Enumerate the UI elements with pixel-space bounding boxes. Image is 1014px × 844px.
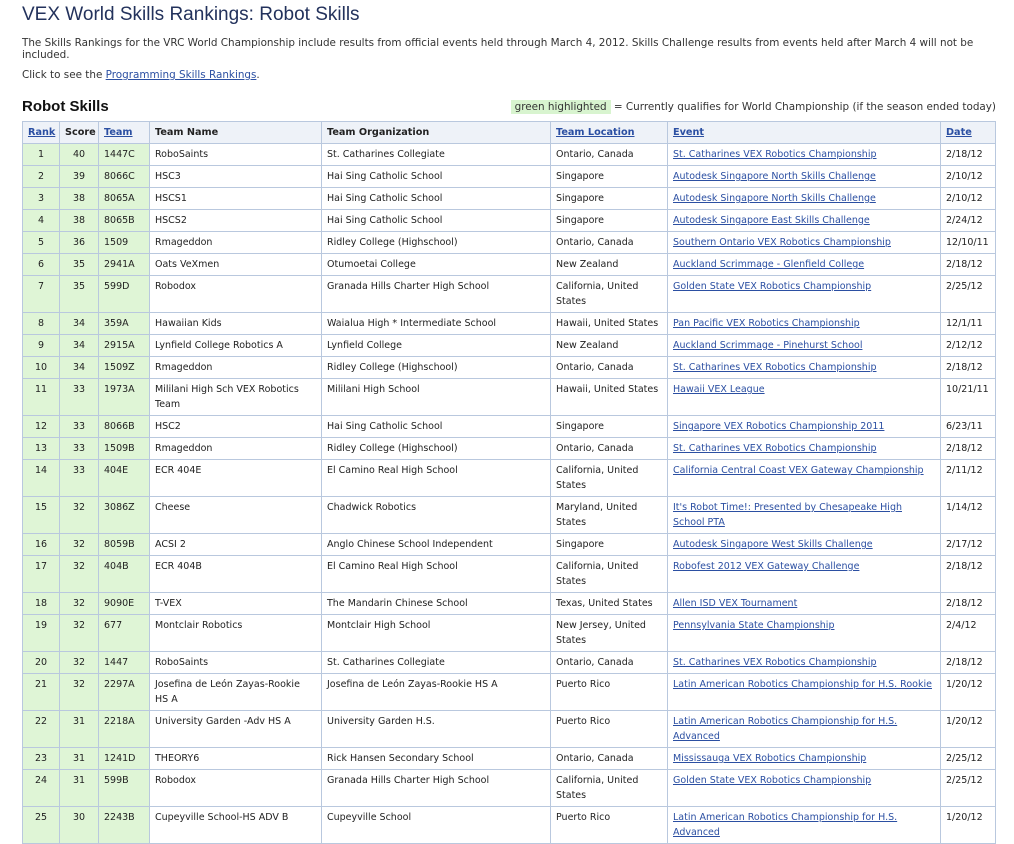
rank-cell: 1 [23, 144, 60, 166]
score-cell: 39 [60, 166, 99, 188]
event-cell [668, 593, 941, 615]
team-name-cell: RoboSaints [150, 652, 322, 674]
event-cell [668, 460, 941, 497]
event-link[interactable]: Singapore VEX Robotics Championship 2011 [673, 421, 885, 432]
date-cell: 1/20/12 [941, 674, 996, 711]
score-cell: 38 [60, 188, 99, 210]
team-name-cell: HSCS2 [150, 210, 322, 232]
team-cell: 8066B [99, 416, 150, 438]
event-cell [668, 615, 941, 652]
event-link[interactable]: Pan Pacific VEX Robotics Championship [673, 318, 860, 329]
team-org-cell: El Camino Real High School [322, 556, 551, 593]
event-cell [668, 807, 941, 844]
table-row [23, 652, 996, 674]
team-name-cell: HSC2 [150, 416, 322, 438]
team-org-cell: Anglo Chinese School Independent [322, 534, 551, 556]
table-row [23, 438, 996, 460]
col-team-location-header[interactable]: Team Location [551, 122, 668, 144]
score-cell: 32 [60, 556, 99, 593]
team-org-cell: The Mandarin Chinese School [322, 593, 551, 615]
date-cell: 2/25/12 [941, 748, 996, 770]
event-cell [668, 335, 941, 357]
team-location-cell: Ontario, Canada [551, 748, 668, 770]
team-name-cell: University Garden -Adv HS A [150, 711, 322, 748]
event-cell [668, 497, 941, 534]
score-cell: 34 [60, 313, 99, 335]
team-location-cell: Ontario, Canada [551, 232, 668, 254]
event-link[interactable]: Autodesk Singapore North Skills Challenge [673, 171, 876, 182]
date-cell: 2/18/12 [941, 556, 996, 593]
table-row [23, 460, 996, 497]
col-team-header[interactable]: Team [99, 122, 150, 144]
score-cell: 32 [60, 615, 99, 652]
score-cell: 38 [60, 210, 99, 232]
team-org-cell: Hai Sing Catholic School [322, 210, 551, 232]
table-row [23, 748, 996, 770]
table-row [23, 166, 996, 188]
col-score-header: Score [60, 122, 99, 144]
event-link[interactable]: California Central Coast VEX Gateway Championship [673, 465, 924, 476]
date-cell: 2/18/12 [941, 652, 996, 674]
team-location-cell: Ontario, Canada [551, 438, 668, 460]
team-org-cell: Hai Sing Catholic School [322, 188, 551, 210]
table-row [23, 556, 996, 593]
team-name-cell: Rmageddon [150, 232, 322, 254]
score-cell: 32 [60, 497, 99, 534]
event-link[interactable]: Autodesk Singapore North Skills Challenge [673, 193, 876, 204]
team-org-cell: Josefina de León Zayas-Rookie HS A [322, 674, 551, 711]
team-name-cell: Josefina de León Zayas-Rookie HS A [150, 674, 322, 711]
date-cell: 2/18/12 [941, 593, 996, 615]
team-cell: 599D [99, 276, 150, 313]
event-cell [668, 166, 941, 188]
team-cell: 8065A [99, 188, 150, 210]
team-location-cell: Singapore [551, 188, 668, 210]
team-name-cell: Cupeyville School-HS ADV B [150, 807, 322, 844]
team-name-cell: Oats VeXmen [150, 254, 322, 276]
event-link[interactable]: Autodesk Singapore East Skills Challenge [673, 215, 870, 226]
event-link[interactable]: St. Catharines VEX Robotics Championship [673, 657, 877, 668]
team-name-cell: Lynfield College Robotics A [150, 335, 322, 357]
event-cell [668, 711, 941, 748]
team-org-cell: Lynfield College [322, 335, 551, 357]
rank-cell: 3 [23, 188, 60, 210]
team-org-cell: Cupeyville School [322, 807, 551, 844]
event-cell [668, 674, 941, 711]
date-cell: 2/12/12 [941, 335, 996, 357]
table-row [23, 357, 996, 379]
rank-cell: 7 [23, 276, 60, 313]
date-cell: 2/18/12 [941, 357, 996, 379]
rank-cell: 4 [23, 210, 60, 232]
event-link[interactable]: Hawaii VEX League [673, 384, 765, 395]
col-date-header[interactable]: Date [941, 122, 996, 144]
rank-cell: 22 [23, 711, 60, 748]
event-cell [668, 144, 941, 166]
team-location-cell: New Jersey, United States [551, 615, 668, 652]
team-cell: 9090E [99, 593, 150, 615]
team-cell: 1509B [99, 438, 150, 460]
team-location-cell: Ontario, Canada [551, 652, 668, 674]
team-location-cell: Singapore [551, 166, 668, 188]
date-cell: 2/18/12 [941, 438, 996, 460]
team-cell: 599B [99, 770, 150, 807]
event-link[interactable]: St. Catharines VEX Robotics Championship [673, 362, 877, 373]
event-link[interactable]: Auckland Scrimmage - Glenfield College [673, 259, 865, 270]
team-org-cell: Rick Hansen Secondary School [322, 748, 551, 770]
team-location-cell: Singapore [551, 534, 668, 556]
event-link[interactable]: St. Catharines VEX Robotics Championship [673, 149, 877, 160]
score-cell: 35 [60, 276, 99, 313]
rank-cell: 2 [23, 166, 60, 188]
rank-cell: 6 [23, 254, 60, 276]
date-cell: 12/10/11 [941, 232, 996, 254]
score-cell: 33 [60, 460, 99, 497]
date-cell: 2/11/12 [941, 460, 996, 497]
table-header-row [23, 122, 996, 144]
date-cell: 2/24/12 [941, 210, 996, 232]
score-cell: 31 [60, 711, 99, 748]
team-cell: 2297A [99, 674, 150, 711]
event-cell [668, 534, 941, 556]
event-cell [668, 438, 941, 460]
score-cell: 35 [60, 254, 99, 276]
score-cell: 32 [60, 534, 99, 556]
event-link[interactable]: Robofest 2012 VEX Gateway Challenge [673, 561, 860, 572]
rank-cell: 18 [23, 593, 60, 615]
date-cell: 1/14/12 [941, 497, 996, 534]
col-rank-header[interactable]: Rank [23, 122, 60, 144]
legend [511, 101, 996, 113]
team-org-cell: St. Catharines Collegiate [322, 144, 551, 166]
team-cell: 8066C [99, 166, 150, 188]
score-cell: 33 [60, 379, 99, 416]
team-cell: 2218A [99, 711, 150, 748]
team-cell: 3086Z [99, 497, 150, 534]
event-cell [668, 232, 941, 254]
team-cell: 1447 [99, 652, 150, 674]
rank-cell: 5 [23, 232, 60, 254]
date-cell: 6/23/11 [941, 416, 996, 438]
team-org-cell: Ridley College (Highschool) [322, 232, 551, 254]
table-row [23, 770, 996, 807]
date-cell: 10/21/11 [941, 379, 996, 416]
rank-cell: 9 [23, 335, 60, 357]
rank-cell: 20 [23, 652, 60, 674]
team-org-cell: Granada Hills Charter High School [322, 770, 551, 807]
score-cell: 40 [60, 144, 99, 166]
rank-cell: 14 [23, 460, 60, 497]
team-org-cell: Chadwick Robotics [322, 497, 551, 534]
team-location-cell: California, United States [551, 556, 668, 593]
team-name-cell: Mililani High Sch VEX Robotics Team [150, 379, 322, 416]
date-cell: 2/17/12 [941, 534, 996, 556]
team-name-cell: Robodox [150, 276, 322, 313]
rank-cell: 11 [23, 379, 60, 416]
col-team-name-header: Team Name [150, 122, 322, 144]
table-row [23, 807, 996, 844]
date-cell: 2/18/12 [941, 144, 996, 166]
event-link[interactable]: Autodesk Singapore West Skills Challenge [673, 539, 873, 550]
team-cell: 1973A [99, 379, 150, 416]
event-link[interactable]: Allen ISD VEX Tournament [673, 598, 798, 609]
date-cell: 2/4/12 [941, 615, 996, 652]
team-name-cell: RoboSaints [150, 144, 322, 166]
date-cell: 2/18/12 [941, 254, 996, 276]
team-org-cell: Granada Hills Charter High School [322, 276, 551, 313]
rank-cell: 13 [23, 438, 60, 460]
event-cell [668, 357, 941, 379]
event-link[interactable]: Latin American Robotics Championship for H.S. Rookie [673, 679, 932, 690]
team-location-cell: New Zealand [551, 335, 668, 357]
table-row [23, 276, 996, 313]
date-cell: 2/10/12 [941, 166, 996, 188]
rank-cell: 25 [23, 807, 60, 844]
team-name-cell: HSCS1 [150, 188, 322, 210]
team-org-cell: Ridley College (Highschool) [322, 438, 551, 460]
team-org-cell: Hai Sing Catholic School [322, 166, 551, 188]
team-org-cell: Hai Sing Catholic School [322, 416, 551, 438]
table-row [23, 144, 996, 166]
event-cell [668, 276, 941, 313]
event-link[interactable]: Latin American Robotics Championship for H.S. Advanced [673, 812, 898, 838]
team-location-cell: Hawaii, United States [551, 379, 668, 416]
date-cell: 1/20/12 [941, 711, 996, 748]
team-org-cell: Ridley College (Highschool) [322, 357, 551, 379]
team-org-cell: Montclair High School [322, 615, 551, 652]
event-link[interactable]: It's Robot Time!: Presented by Chesapeake High School PTA [673, 502, 902, 528]
score-cell: 33 [60, 416, 99, 438]
legend-text: = Currently qualifies for World Championship (if the season ended today) [610, 101, 996, 113]
table-row [23, 232, 996, 254]
intro-text: The Skills Rankings for the VRC World Championship include results from official events held through March 4, 2012. Skills Challenge results from events held after March 4 will not be included. [22, 37, 974, 61]
team-location-cell: Maryland, United States [551, 497, 668, 534]
team-org-cell: St. Catharines Collegiate [322, 652, 551, 674]
event-link[interactable]: Golden State VEX Robotics Championship [673, 281, 872, 292]
team-cell: 8065B [99, 210, 150, 232]
event-cell [668, 210, 941, 232]
table-row [23, 254, 996, 276]
team-org-cell: Otumoetai College [322, 254, 551, 276]
team-name-cell: Cheese [150, 497, 322, 534]
score-cell: 36 [60, 232, 99, 254]
team-cell: 8059B [99, 534, 150, 556]
event-cell [668, 379, 941, 416]
team-name-cell: Robodox [150, 770, 322, 807]
date-cell: 2/10/12 [941, 188, 996, 210]
score-cell: 32 [60, 652, 99, 674]
table-row [23, 593, 996, 615]
table-row [23, 335, 996, 357]
rank-cell: 8 [23, 313, 60, 335]
rankings-table [22, 121, 996, 844]
team-cell: 2243B [99, 807, 150, 844]
rank-cell: 19 [23, 615, 60, 652]
event-cell [668, 254, 941, 276]
team-cell: 1241D [99, 748, 150, 770]
rank-cell: 17 [23, 556, 60, 593]
section-title: Robot Skills [22, 98, 109, 115]
team-org-cell: University Garden H.S. [322, 711, 551, 748]
table-row [23, 313, 996, 335]
table-row [23, 534, 996, 556]
team-location-cell: California, United States [551, 276, 668, 313]
date-cell: 2/25/12 [941, 276, 996, 313]
score-cell: 34 [60, 357, 99, 379]
score-cell: 31 [60, 748, 99, 770]
team-cell: 1447C [99, 144, 150, 166]
team-cell: 677 [99, 615, 150, 652]
prog-prefix: Click to see the [22, 69, 106, 81]
score-cell: 30 [60, 807, 99, 844]
col-event-header[interactable]: Event [668, 122, 941, 144]
team-name-cell: T-VEX [150, 593, 322, 615]
team-cell: 1509 [99, 232, 150, 254]
team-location-cell: Singapore [551, 210, 668, 232]
table-row [23, 615, 996, 652]
team-name-cell: Montclair Robotics [150, 615, 322, 652]
team-location-cell: Hawaii, United States [551, 313, 668, 335]
date-cell: 1/20/12 [941, 807, 996, 844]
team-org-cell: Waialua High * Intermediate School [322, 313, 551, 335]
table-row [23, 674, 996, 711]
team-org-cell: Mililani High School [322, 379, 551, 416]
event-link[interactable]: Latin American Robotics Championship for H.S. Advanced [673, 716, 898, 742]
score-cell: 32 [60, 593, 99, 615]
team-location-cell: Ontario, Canada [551, 144, 668, 166]
team-location-cell: Texas, United States [551, 593, 668, 615]
team-name-cell: Rmageddon [150, 438, 322, 460]
legend-highlight: green highlighted [511, 100, 611, 114]
team-location-cell: Puerto Rico [551, 807, 668, 844]
team-name-cell: THEORY6 [150, 748, 322, 770]
team-cell: 404E [99, 460, 150, 497]
prog-suffix: . [256, 69, 260, 81]
date-cell: 2/25/12 [941, 770, 996, 807]
event-link[interactable]: St. Catharines VEX Robotics Championship [673, 443, 877, 454]
page-title: VEX World Skills Rankings: Robot Skills [22, 4, 360, 25]
rank-cell: 10 [23, 357, 60, 379]
score-cell: 33 [60, 438, 99, 460]
team-cell: 2941A [99, 254, 150, 276]
event-link[interactable]: Auckland Scrimmage - Pinehurst School [673, 340, 863, 351]
table-row [23, 416, 996, 438]
team-name-cell: Hawaiian Kids [150, 313, 322, 335]
team-location-cell: Puerto Rico [551, 711, 668, 748]
team-name-cell: Rmageddon [150, 357, 322, 379]
team-org-cell: El Camino Real High School [322, 460, 551, 497]
team-location-cell: New Zealand [551, 254, 668, 276]
event-cell [668, 416, 941, 438]
team-location-cell: Ontario, Canada [551, 357, 668, 379]
team-location-cell: Puerto Rico [551, 674, 668, 711]
table-row [23, 379, 996, 416]
team-cell: 2915A [99, 335, 150, 357]
team-name-cell: HSC3 [150, 166, 322, 188]
rank-cell: 21 [23, 674, 60, 711]
score-cell: 31 [60, 770, 99, 807]
event-link[interactable]: Mississauga VEX Robotics Championship [673, 753, 867, 764]
team-cell: 404B [99, 556, 150, 593]
table-row [23, 711, 996, 748]
date-cell: 12/1/11 [941, 313, 996, 335]
team-cell: 1509Z [99, 357, 150, 379]
event-cell [668, 313, 941, 335]
team-name-cell: ACSI 2 [150, 534, 322, 556]
rank-cell: 24 [23, 770, 60, 807]
event-cell [668, 556, 941, 593]
score-cell: 32 [60, 674, 99, 711]
event-cell [668, 652, 941, 674]
table-row [23, 210, 996, 232]
rank-cell: 15 [23, 497, 60, 534]
team-location-cell: Singapore [551, 416, 668, 438]
rank-cell: 16 [23, 534, 60, 556]
score-cell: 34 [60, 335, 99, 357]
event-link[interactable]: Pennsylvania State Championship [673, 620, 835, 631]
team-location-cell: California, United States [551, 460, 668, 497]
team-cell: 359A [99, 313, 150, 335]
team-name-cell: ECR 404B [150, 556, 322, 593]
col-team-org-header: Team Organization [322, 122, 551, 144]
rank-cell: 23 [23, 748, 60, 770]
team-location-cell: California, United States [551, 770, 668, 807]
event-link[interactable]: Southern Ontario VEX Robotics Championship [673, 237, 891, 248]
programming-skills-line [22, 69, 260, 81]
table-row [23, 188, 996, 210]
table-row [23, 497, 996, 534]
event-cell [668, 188, 941, 210]
event-link[interactable]: Golden State VEX Robotics Championship [673, 775, 872, 786]
event-cell [668, 748, 941, 770]
programming-skills-link[interactable]: Programming Skills Rankings [105, 69, 257, 81]
event-cell [668, 770, 941, 807]
rank-cell: 12 [23, 416, 60, 438]
team-name-cell: ECR 404E [150, 460, 322, 497]
